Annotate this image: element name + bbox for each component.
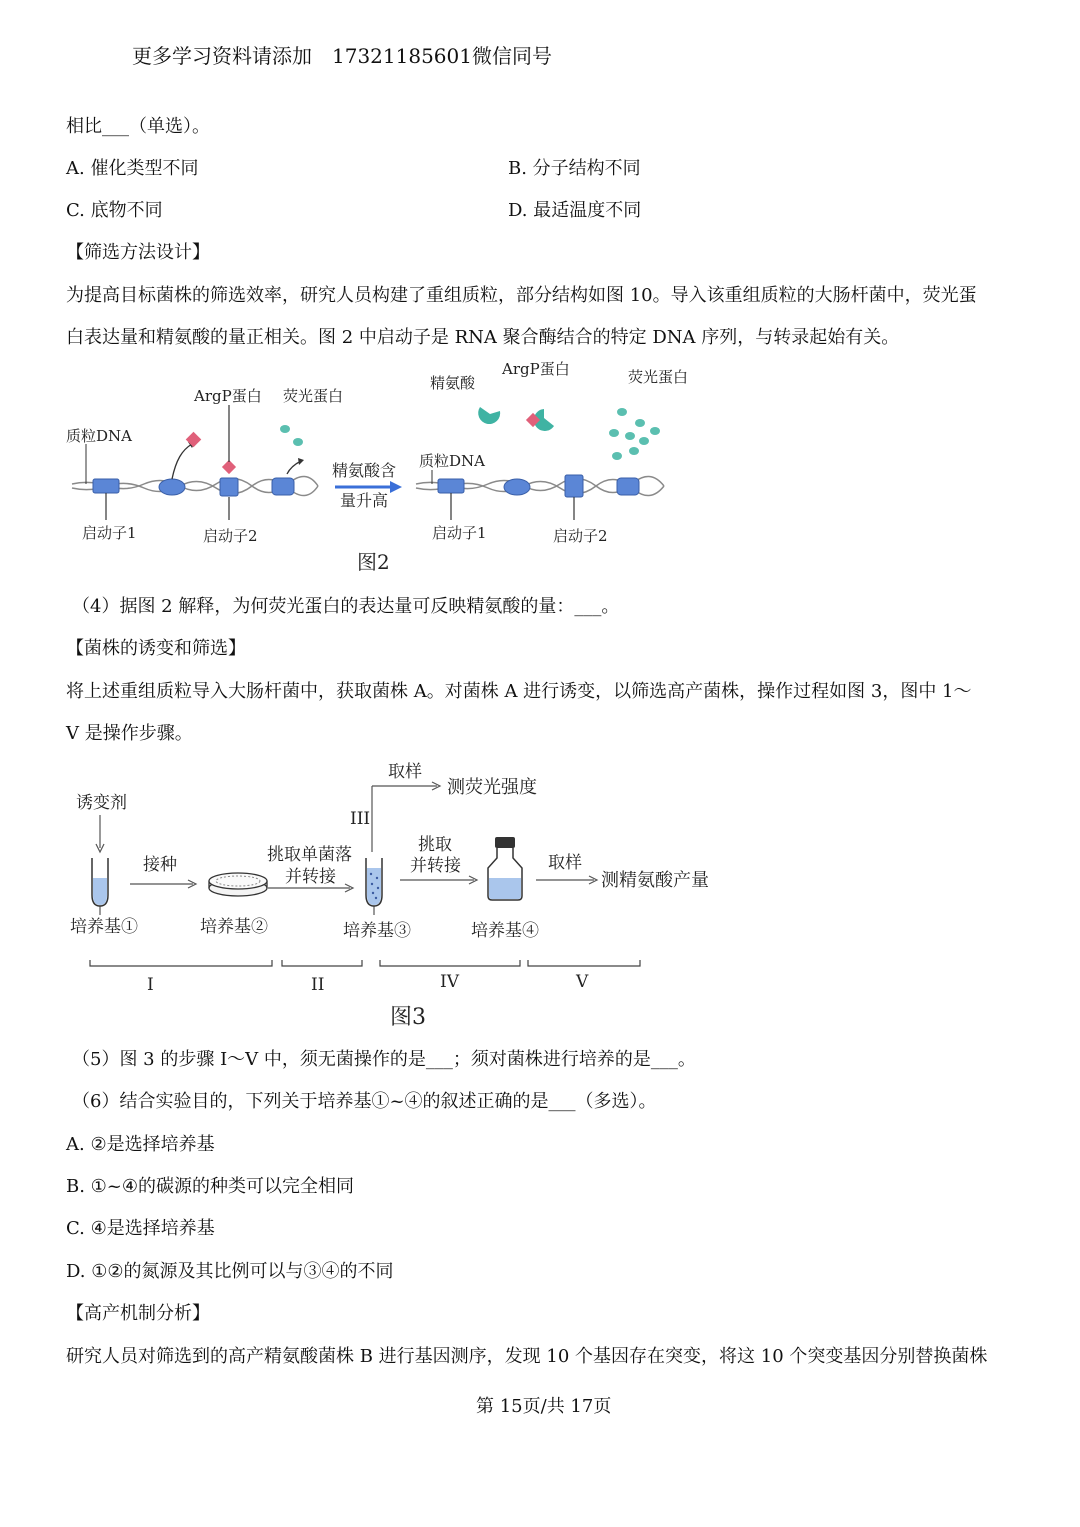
mutagen-label: 诱变剂: [76, 793, 127, 813]
right-promoter-1-box: [438, 479, 464, 493]
q6-option-d: D. ①②的氮源及其比例可以与③④的不同: [66, 1261, 394, 1282]
sample-top-label: 取样: [388, 762, 422, 782]
right-argp-label: ArgP蛋白: [502, 360, 570, 378]
left-argp-label: ArgP蛋白: [194, 387, 262, 405]
sample-right-label: 取样: [548, 853, 582, 873]
step-V-label: V: [576, 972, 589, 992]
right-arginine-label: 精氨酸: [430, 374, 476, 392]
q3-stem: 相比___（单选）。: [66, 116, 210, 137]
measure-fluor-label: 测荧光强度: [447, 777, 537, 798]
right-promoter-1-label: 启动子1: [432, 524, 487, 542]
section-design-para-2: 白表达量和精氨酸的量正相关。图 2 中启动子是 RNA 聚合酶结合的特定 DNA 序列，与转录起始有关。: [66, 327, 900, 348]
left-promoter-1-box: [93, 479, 119, 493]
right-fluor-gene: [617, 478, 639, 495]
q3-option-b: B. 分子结构不同: [508, 158, 641, 179]
left-argp-gene: [159, 479, 185, 495]
section-design-para-1: 为提高目标菌株的筛选效率，研究人员构建了重组质粒，部分结构如图 10。导入该重组质粒的大肠杆菌中，荧光蛋: [66, 285, 977, 306]
q3-option-a: A. 催化类型不同: [66, 158, 199, 179]
section-mechanism-para-1: 研究人员对筛选到的高产精氨酸菌株 B 进行基因测序，发现 10 个基因存在突变，将这 10 个突变基因分别替换菌株: [66, 1346, 988, 1367]
figure-3-caption: 图3: [390, 1005, 426, 1030]
figure-2: [0, 350, 1080, 590]
right-arginine-shape: [478, 407, 500, 424]
right-promoter-2-label: 启动子2: [553, 527, 608, 545]
left-promoter-2-label: 启动子2: [203, 527, 258, 545]
medium-2-label: 培养基②: [200, 917, 268, 937]
pick2-label-line-2: 并转接: [410, 856, 461, 876]
section-mutation-para-1: 将上述重组质粒导入大肠杆菌中，获取菌株 A。对菌株 A 进行诱变，以筛选高产菌株，操作过程如图 3，图中 1～: [66, 681, 972, 702]
arrow-label-line-2: 量升高: [340, 491, 389, 510]
question-4: （4）据图 2 解释，为何荧光蛋白的表达量可反映精氨酸的量：___。: [72, 596, 620, 617]
test-tube-1: [92, 858, 108, 906]
culture-flask: [488, 837, 522, 900]
left-fluor-dots: [280, 425, 303, 446]
right-argp-gene: [504, 479, 530, 495]
question-5: （5）图 3 的步骤 I～V 中，须无菌操作的是___；须对菌株进行培养的是___。: [72, 1049, 696, 1070]
right-fluor-label: 荧光蛋白: [628, 368, 689, 386]
petri-dish: [209, 873, 267, 896]
left-promoter-1-label: 启动子1: [82, 524, 137, 542]
q3-option-c: C. 底物不同: [66, 200, 163, 221]
step-brackets: [90, 960, 640, 966]
pick2-label-line-1: 挑取: [418, 835, 452, 855]
q3-option-d: D. 最适温度不同: [508, 200, 642, 221]
section-mutation-para-2: V 是操作步骤。: [66, 723, 193, 744]
figure-2-caption: 图2: [357, 550, 390, 574]
figure-3: [0, 750, 1080, 1040]
left-fluor-label: 荧光蛋白: [283, 387, 344, 405]
page-footer: 第 15页/共 17页: [476, 1396, 612, 1417]
step-III-label: III: [350, 809, 371, 829]
step-IV-label: IV: [440, 972, 459, 992]
medium-1-label: 培养基①: [70, 917, 138, 937]
step-II-label: II: [311, 975, 325, 995]
q6-option-a: A. ②是选择培养基: [66, 1134, 215, 1155]
left-plasmid-label: 质粒DNA: [66, 427, 132, 445]
q6-option-b: B. ①~④的碳源的种类可以完全相同: [66, 1176, 355, 1197]
test-tube-3: [366, 858, 382, 906]
step-I-label: I: [147, 975, 154, 995]
arrow-head: [390, 481, 402, 493]
arrow-label-line-1: 精氨酸含: [332, 461, 397, 480]
left-expression-arrow-1: [172, 444, 192, 479]
left-promoter-2-box: [220, 478, 238, 496]
right-fluor-dots: [609, 408, 660, 460]
medium-3-label: 培养基③: [343, 921, 411, 941]
left-argp-bound-diamond: [222, 460, 236, 474]
pick-label-line-1: 挑取单菌落: [267, 845, 352, 865]
medium-4-label: 培养基④: [471, 921, 539, 941]
q6-option-c: C. ④是选择培养基: [66, 1218, 215, 1239]
question-6-stem: （6）结合实验目的，下列关于培养基①~④的叙述正确的是___（多选）。: [72, 1091, 657, 1112]
right-promoter-2-box: [565, 475, 583, 497]
measure-arg-label: 测精氨酸产量: [601, 870, 709, 891]
pick-label-line-2: 并转接: [285, 867, 336, 887]
section-design-title: 【筛选方法设计】: [66, 242, 210, 263]
right-plasmid-label: 质粒DNA: [419, 452, 485, 470]
left-fluor-gene: [272, 478, 294, 495]
section-mechanism-title: 【高产机制分析】: [66, 1303, 210, 1324]
inoculate-label: 接种: [143, 855, 177, 875]
page-header: 更多学习资料请添加 17321185601微信同号: [132, 44, 552, 68]
section-mutation-title: 【菌株的诱变和筛选】: [66, 638, 246, 659]
left-argp-diamond: [186, 432, 202, 448]
